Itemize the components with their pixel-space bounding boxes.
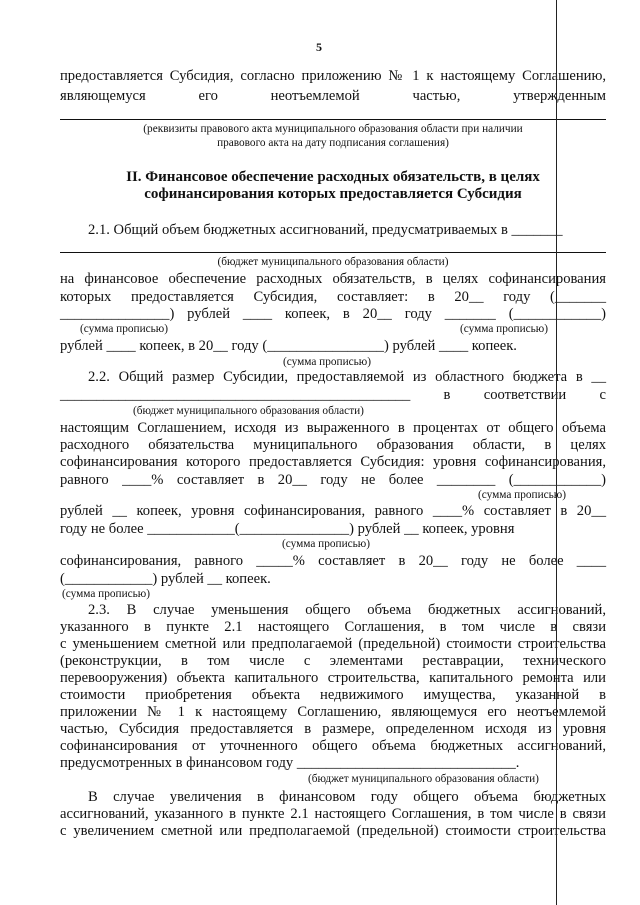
text-line: 2.1. Общий объем бюджетных ассигнований, предусматриваемых в _______ bbox=[88, 222, 563, 238]
caption: (сумма прописью) bbox=[80, 323, 168, 335]
text-line: году не более ____________(_______________) рублей __ копеек, уровня bbox=[60, 521, 515, 537]
text-line: являющемуся его неотъемлемой частью, утвержденным bbox=[60, 88, 606, 104]
text-line: предусмотренных в финансовом году ______________________________. bbox=[60, 755, 520, 771]
text-line: (реконструкции, в том числе с элементами реставрации, технического bbox=[60, 653, 606, 669]
text-line: предоставляется Субсидия, согласно приложению № 1 к настоящему Соглашению, bbox=[60, 68, 606, 84]
scan-fold-line bbox=[556, 0, 557, 905]
caption: (сумма прописью) bbox=[283, 356, 371, 368]
fill-line bbox=[60, 119, 606, 120]
text-line: ________________________________________________ в соответствии с bbox=[60, 387, 606, 403]
page-number: 5 bbox=[316, 40, 322, 54]
text-line: равного ____% составляет в 20__ году не более ________ (____________) bbox=[60, 472, 606, 488]
text-line: ассигнований, указанного в пункте 2.1 настоящего Соглашения, в том числе в связи bbox=[60, 806, 606, 822]
caption: (бюджет муниципального образования области) bbox=[308, 773, 539, 785]
text-line: с уменьшением сметной или предполагаемой (предельной) стоимости строительства bbox=[60, 636, 606, 652]
text-line: перевооружения) объекта капитального строительства, капитального ремонта или bbox=[60, 670, 606, 686]
text-line: софинансирования от уточненного общего объема бюджетных ассигнований, bbox=[60, 738, 606, 754]
text-line: расходного обязательства муниципального образования области, в целях bbox=[60, 437, 606, 453]
text-line: софинансирования которого предоставляется Субсидия: уровня софинансирования, bbox=[60, 454, 606, 470]
section-heading: II. Финансовое обеспечение расходных обязательств, в целях bbox=[126, 169, 540, 185]
text-line: софинансирования, равного _____% составляет в 20__ году не более ____ bbox=[60, 553, 606, 569]
fill-line bbox=[60, 252, 606, 253]
section-heading: софинансирования которых предоставляется Субсидия bbox=[144, 186, 522, 202]
text-line: 2.2. Общий размер Субсидии, предоставляемой из областного бюджета в __ bbox=[88, 369, 606, 385]
text-line: с увеличением сметной или предполагаемой (предельной) стоимости строительства bbox=[60, 823, 606, 839]
text-line: В случае увеличения в финансовом году общего объема бюджетных bbox=[88, 789, 606, 805]
text-line: _______________) рублей ____ копеек, в 20__ году _______ (____________) bbox=[60, 306, 606, 322]
text-line: настоящим Соглашением, исходя из выраженного в процентах от общего объема bbox=[60, 420, 606, 436]
text-line: стоимости приобретения объекта недвижимого имущества, указанной в bbox=[60, 687, 606, 703]
caption: (реквизиты правового акта муниципального образования области при наличии bbox=[143, 123, 523, 135]
text-line: которых предоставляется Субсидия, составляет: в 20__ году (_______ bbox=[60, 289, 606, 305]
caption: (бюджет муниципального образования области) bbox=[217, 256, 449, 268]
caption: (бюджет муниципального образования области) bbox=[133, 405, 364, 417]
text-line: указанного в пункте 2.1 настоящего Соглашения, в том числе в связи bbox=[60, 619, 606, 635]
text-line: (____________) рублей __ копеек. bbox=[60, 571, 271, 587]
caption: (сумма прописью) bbox=[460, 323, 548, 335]
caption: правового акта на дату подписания соглашения) bbox=[217, 137, 449, 149]
text-line: 2.3. В случае уменьшения общего объема бюджетных ассигнований, bbox=[88, 602, 606, 618]
text-line: рублей __ копеек, уровня софинансирования, равного ____% составляет в 20__ bbox=[60, 503, 606, 519]
text-line: частью, Субсидия предоставляется в размере, определенном исходя из уровня bbox=[60, 721, 606, 737]
caption: (сумма прописью) bbox=[478, 489, 566, 501]
caption: (сумма прописью) bbox=[282, 538, 370, 550]
text-line: рублей ____ копеек, в 20__ году (________________) рублей ____ копеек. bbox=[60, 338, 517, 354]
caption: (сумма прописью) bbox=[62, 588, 150, 600]
text-line: приложении № 1 к настоящему Соглашению, являющемуся его неотъемлемой bbox=[60, 704, 606, 720]
text-line: на финансовое обеспечение расходных обязательств, в целях софинансирования bbox=[60, 271, 606, 287]
